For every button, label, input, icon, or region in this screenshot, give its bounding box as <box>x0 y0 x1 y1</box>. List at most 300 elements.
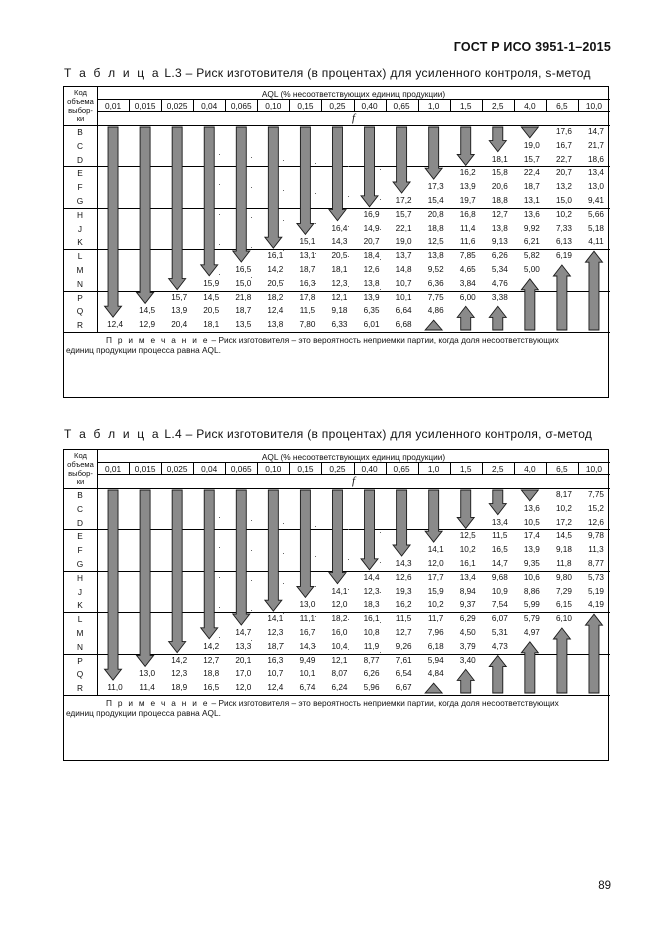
risk-value-cell: 13,0 <box>588 182 604 192</box>
risk-value-cell: 18,7 <box>235 306 252 316</box>
risk-value-cell: 9,92 <box>523 223 540 233</box>
risk-value-cell: 11,3 <box>588 545 604 555</box>
risk-value-cell: 17,6 <box>555 127 572 136</box>
aql-column-header: 0,65 <box>393 464 410 474</box>
sample-size-code-letter: L <box>77 614 83 625</box>
scan-dot <box>348 196 349 197</box>
caption-label: Т а б л и ц а <box>64 427 161 441</box>
sample-size-code-letter: H <box>77 572 83 583</box>
risk-value-cell: 6,26 <box>363 669 380 679</box>
aql-header: AQL (% несоответствующих единиц продукции) <box>261 452 446 462</box>
risk-value-cell: 5,19 <box>588 586 604 596</box>
risk-value-cell: 16,5 <box>203 683 220 693</box>
risk-value-cell: 16,1 <box>267 251 284 261</box>
risk-value-cell: 13,1 <box>299 251 316 261</box>
risk-value-cell: 14,5 <box>203 292 220 302</box>
sample-size-code-letter: N <box>77 278 83 289</box>
risk-value-cell: 18,7 <box>299 265 316 274</box>
risk-value-cell: 6,24 <box>331 683 348 693</box>
risk-value-cell: 15,7 <box>523 154 540 164</box>
risk-value-cell: 9,68 <box>491 572 508 582</box>
scan-dot <box>251 277 252 278</box>
risk-value-cell: 18,8 <box>427 223 444 233</box>
risk-value-cell: 16,2 <box>459 168 476 178</box>
risk-value-cell: 9,49 <box>299 655 316 665</box>
risk-value-cell: 6,33 <box>331 320 348 330</box>
scan-dot <box>380 622 381 623</box>
risk-value-cell: 11,4 <box>139 683 155 693</box>
risk-value-cell: 14,2 <box>171 655 188 665</box>
risk-value-cell: 13,6 <box>523 209 540 219</box>
risk-value-cell: 20,5 <box>331 251 348 261</box>
arrow-down-icon <box>329 127 346 221</box>
scan-dot <box>283 523 284 524</box>
risk-value-cell: 13,9 <box>363 292 380 302</box>
aql-header: AQL (% несоответствующих единиц продукции) <box>261 89 446 99</box>
producer-risk-table-l4 <box>63 449 609 761</box>
risk-value-cell: 13,4 <box>459 572 476 582</box>
risk-value-cell: 13,0 <box>299 600 316 610</box>
scan-dot <box>219 184 220 185</box>
scan-dot <box>380 169 381 170</box>
risk-value-cell: 12,3 <box>267 628 284 637</box>
scan-dot <box>219 274 220 275</box>
table-caption <box>64 66 591 80</box>
risk-value-cell: 14,3 <box>331 237 348 247</box>
arrow-down-icon <box>265 127 282 248</box>
aql-column-header: 4,0 <box>524 101 536 111</box>
risk-value-cell: 8,07 <box>331 669 348 679</box>
arrow-up-icon <box>489 306 506 330</box>
risk-value-cell: 6,36 <box>427 278 444 288</box>
risk-value-cell: 9,13 <box>491 237 508 247</box>
risk-value-cell: 12,7 <box>203 655 220 665</box>
scan-dot <box>348 559 349 560</box>
scan-dot <box>251 187 252 188</box>
risk-value-cell: 5,99 <box>523 600 540 610</box>
risk-value-cell: 22,4 <box>523 168 540 178</box>
risk-value-cell: 12,4 <box>267 683 284 693</box>
risk-value-cell: 17,8 <box>299 292 316 302</box>
risk-value-cell: 6,19 <box>555 251 572 261</box>
risk-value-cell: 4,11 <box>588 237 604 247</box>
f-symbol: f <box>351 112 356 124</box>
risk-value-cell: 20,7 <box>363 237 380 247</box>
scan-dot <box>219 244 220 245</box>
sample-size-code-header: выбор- <box>68 468 93 478</box>
risk-value-cell: 3,40 <box>459 655 476 665</box>
arrow-down-icon <box>201 127 218 276</box>
sample-size-code-letter: K <box>77 237 83 248</box>
scan-dot <box>348 226 349 227</box>
risk-value-cell: 6,68 <box>395 320 412 330</box>
risk-value-cell: 5,18 <box>588 223 604 233</box>
scan-dot <box>219 637 220 638</box>
risk-value-cell: 6,13 <box>555 237 572 247</box>
aql-column-header: 1,0 <box>427 464 440 474</box>
scan-dot <box>283 220 284 221</box>
aql-column-header: 0,65 <box>393 101 410 111</box>
arrow-up-icon <box>553 265 570 330</box>
risk-value-cell: 15,9 <box>427 586 444 596</box>
risk-value-cell: 6,10 <box>555 614 572 624</box>
risk-value-cell: 14,5 <box>555 531 572 541</box>
scan-dot <box>348 589 349 590</box>
arrow-up-icon <box>457 669 474 693</box>
risk-value-cell: 5,34 <box>491 265 508 274</box>
risk-value-cell: 10,5 <box>523 517 540 527</box>
sample-size-code-header: выбор- <box>68 105 93 115</box>
scan-dot <box>251 640 252 641</box>
risk-value-cell: 12,1 <box>331 655 348 665</box>
aql-column-header: 10,0 <box>585 101 603 111</box>
risk-value-cell: 10,7 <box>395 278 412 288</box>
risk-value-cell: 8,77 <box>588 559 604 568</box>
page-number: 89 <box>598 880 611 892</box>
risk-value-cell: 16,7 <box>299 628 316 637</box>
risk-value-cell: 12,3 <box>331 278 348 288</box>
note-text: – Риск изготовителя – это вероятность неприемки партии, когда доля несоответствующих <box>209 698 559 708</box>
sample-size-code-header: Код <box>74 451 87 460</box>
risk-value-cell: 16,1 <box>459 559 476 568</box>
risk-value-cell: 7,75 <box>588 490 604 499</box>
risk-value-cell: 5,82 <box>523 251 540 261</box>
risk-value-cell: 15,7 <box>395 209 412 219</box>
risk-value-cell: 6,74 <box>299 683 316 693</box>
arrow-down-icon <box>329 490 346 584</box>
aql-column-header: 0,01 <box>104 464 122 474</box>
arrow-down-icon <box>169 127 186 290</box>
scan-dot <box>219 154 220 155</box>
risk-value-cell: 7,80 <box>299 320 316 330</box>
risk-value-cell: 16,5 <box>235 265 252 274</box>
caption-label: Т а б л и ц а <box>64 66 161 80</box>
risk-value-cell: 17,2 <box>555 517 572 527</box>
scan-dot <box>251 580 252 581</box>
arrow-down-icon <box>521 490 538 501</box>
risk-value-cell: 11,6 <box>460 237 476 247</box>
sample-size-code-letter: M <box>76 628 84 638</box>
risk-value-cell: 15,2 <box>588 503 604 513</box>
arrow-down-icon <box>265 490 282 611</box>
risk-value-cell: 10,8 <box>363 628 380 637</box>
sample-size-code-letter: F <box>77 182 83 193</box>
aql-column-header: 0,15 <box>297 464 314 474</box>
scan-dot <box>283 553 284 554</box>
risk-value-cell: 20,7 <box>555 168 572 178</box>
scan-dot <box>315 223 316 224</box>
risk-value-cell: 12,7 <box>491 209 508 219</box>
risk-value-cell: 18,8 <box>203 669 220 679</box>
risk-value-cell: 16,9 <box>363 209 380 219</box>
risk-value-cell: 3,38 <box>491 292 508 302</box>
risk-value-cell: 12,6 <box>363 265 380 274</box>
risk-value-cell: 16,5 <box>491 545 508 555</box>
scan-dot <box>251 610 252 611</box>
arrow-up-icon <box>521 642 538 693</box>
risk-value-cell: 20,6 <box>491 182 508 192</box>
scan-dot <box>380 592 381 593</box>
risk-value-cell: 12,3 <box>171 669 188 679</box>
aql-column-header: 0,015 <box>134 101 156 111</box>
risk-value-cell: 22,7 <box>555 154 572 164</box>
risk-value-cell: 12,0 <box>235 683 252 693</box>
risk-value-cell: 9,78 <box>588 531 604 541</box>
arrow-down-icon <box>297 127 314 234</box>
scan-dot <box>315 586 316 587</box>
risk-value-cell: 13,4 <box>491 517 508 527</box>
scan-dot <box>315 556 316 557</box>
scan-dot <box>348 256 349 257</box>
scan-dot <box>283 190 284 191</box>
risk-value-cell: 15,0 <box>235 278 252 288</box>
arrow-up-icon <box>425 683 442 693</box>
arrow-up-icon <box>521 279 538 330</box>
risk-value-cell: 10,2 <box>555 503 572 513</box>
risk-value-cell: 10,4 <box>331 641 348 651</box>
scan-dot <box>283 583 284 584</box>
risk-value-cell: 11,9 <box>363 641 380 651</box>
note-text-continued: единиц продукции процесса равна AQL. <box>66 708 221 718</box>
sample-size-code-letter: C <box>77 503 83 514</box>
caption-text: L.3 – Риск изготовителя (в процентах) для усиленного контроля, s-метод <box>160 66 591 80</box>
risk-value-cell: 20,8 <box>427 209 444 219</box>
risk-value-cell: 13,2 <box>555 182 572 192</box>
risk-value-cell: 11,0 <box>107 683 123 693</box>
scan-dot <box>251 217 252 218</box>
arrow-down-icon <box>233 127 250 262</box>
arrow-layer <box>64 87 610 334</box>
scan-dot <box>283 160 284 161</box>
risk-value-cell: 13,8 <box>267 320 284 330</box>
risk-value-cell: 10,1 <box>395 292 412 302</box>
risk-value-cell: 6,54 <box>395 669 412 679</box>
risk-value-cell: 16,3 <box>267 655 284 665</box>
risk-value-cell: 18,3 <box>363 600 380 610</box>
risk-value-cell: 21,8 <box>235 292 252 302</box>
risk-value-cell: 12,5 <box>427 237 444 247</box>
risk-value-cell: 5,73 <box>588 572 604 582</box>
risk-value-cell: 3,84 <box>459 278 476 288</box>
scan-dot <box>315 646 316 647</box>
risk-value-cell: 9,35 <box>523 559 540 568</box>
risk-value-cell: 12,7 <box>395 628 412 637</box>
sample-size-code-letter: Q <box>76 306 84 317</box>
risk-value-cell: 4,65 <box>459 265 476 274</box>
risk-value-cell: 13,7 <box>395 251 412 261</box>
scan-dot <box>219 214 220 215</box>
risk-value-cell: 14,4 <box>363 572 380 582</box>
sample-size-code-letter: N <box>77 641 83 652</box>
risk-value-cell: 17,3 <box>427 182 444 192</box>
arrow-layer <box>64 450 610 697</box>
arrow-down-icon <box>489 127 506 152</box>
risk-value-cell: 13,3 <box>235 641 252 651</box>
risk-value-cell: 4,50 <box>459 628 476 637</box>
note-label: П р и м е ч а н и е <box>106 335 210 345</box>
sample-size-code-letter: J <box>77 586 83 597</box>
risk-value-cell: 19,7 <box>459 196 476 205</box>
note-text-continued: единиц продукции процесса равна AQL. <box>66 345 221 355</box>
aql-column-header: 4,0 <box>524 464 536 474</box>
risk-value-cell: 13,4 <box>588 168 604 178</box>
risk-value-cell: 18,1 <box>203 320 220 330</box>
risk-value-cell: 14,1 <box>427 545 444 555</box>
risk-value-cell: 17,4 <box>523 531 540 541</box>
risk-value-cell: 9,41 <box>588 196 604 205</box>
risk-value-cell: 6,26 <box>491 251 508 261</box>
risk-value-cell: 5,96 <box>363 683 380 693</box>
risk-value-cell: 12,0 <box>427 559 444 568</box>
risk-value-cell: 16,3 <box>299 278 316 288</box>
scan-dot <box>380 229 381 230</box>
risk-value-cell: 20,4 <box>171 320 188 330</box>
risk-value-cell: 4,73 <box>491 641 508 651</box>
sample-size-code-header: Код <box>74 88 87 97</box>
sample-size-code-letter: D <box>77 154 83 165</box>
risk-value-cell: 12,9 <box>139 320 156 330</box>
aql-column-header: 0,01 <box>104 101 122 111</box>
risk-value-cell: 18,7 <box>523 182 540 192</box>
risk-value-cell: 18,2 <box>331 614 348 624</box>
aql-column-header: 0,40 <box>361 464 378 474</box>
risk-value-cell: 15,8 <box>491 168 508 178</box>
scan-dot <box>251 157 252 158</box>
risk-value-cell: 22,1 <box>395 223 412 233</box>
risk-value-cell: 12,5 <box>459 531 476 541</box>
sample-size-code-letter: E <box>77 168 83 179</box>
risk-value-cell: 4,97 <box>523 628 540 637</box>
risk-value-cell: 15,4 <box>427 196 444 205</box>
sample-size-code-letter: F <box>77 545 83 556</box>
aql-column-header: 0,065 <box>230 464 252 474</box>
risk-value-cell: 14,8 <box>395 265 412 274</box>
risk-value-cell: 14,2 <box>203 641 220 651</box>
scan-dot <box>380 532 381 533</box>
risk-value-cell: 3,79 <box>459 641 476 651</box>
scan-dot <box>315 163 316 164</box>
risk-value-cell: 6,35 <box>363 306 380 316</box>
f-symbol: f <box>351 475 356 487</box>
risk-value-cell: 14,3 <box>395 559 412 568</box>
risk-value-cell: 10,6 <box>523 572 540 582</box>
sample-size-code-letter: D <box>77 517 83 528</box>
risk-value-cell: 10,1 <box>299 669 316 679</box>
aql-column-header: 0,40 <box>361 101 378 111</box>
aql-column-header: 1,5 <box>459 464 472 474</box>
sample-size-code-header: ки <box>76 477 85 487</box>
sample-size-code-letter: B <box>77 127 83 137</box>
risk-value-cell: 7,61 <box>395 655 412 665</box>
standard-header: ГОСТ Р ИСО 3951-1–2015 <box>453 40 611 54</box>
sample-size-code-letter: J <box>77 223 83 234</box>
risk-value-cell: 14,1 <box>267 614 284 624</box>
risk-value-cell: 21,7 <box>588 140 604 150</box>
risk-value-cell: 13,8 <box>427 251 444 261</box>
risk-value-cell: 8,77 <box>363 655 380 665</box>
risk-value-cell: 10,2 <box>427 600 444 610</box>
risk-value-cell: 11,5 <box>395 614 412 624</box>
risk-value-cell: 9,52 <box>427 265 444 274</box>
risk-value-cell: 11,1 <box>299 614 316 624</box>
risk-value-cell: 13,8 <box>491 223 508 233</box>
producer-risk-table-l3 <box>63 86 609 398</box>
risk-value-cell: 12,1 <box>331 292 348 302</box>
scan-dot <box>348 286 349 287</box>
risk-value-cell: 11,7 <box>427 614 444 624</box>
scan-dot <box>380 289 381 290</box>
risk-value-cell: 15,1 <box>299 237 316 247</box>
sample-size-code-header: ки <box>76 114 85 124</box>
arrow-down-icon <box>393 127 410 193</box>
scan-dot <box>380 562 381 563</box>
table-caption <box>64 427 592 441</box>
arrow-down-icon <box>489 490 506 515</box>
risk-value-cell: 13,9 <box>523 545 540 555</box>
arrow-up-icon <box>425 320 442 330</box>
scan-dot <box>315 253 316 254</box>
aql-column-header: 0,15 <box>297 101 314 111</box>
scan-dot <box>315 616 316 617</box>
arrow-down-icon <box>105 490 122 680</box>
aql-column-header: 0,10 <box>265 101 282 111</box>
risk-value-cell: 14,9 <box>363 223 380 233</box>
sample-size-code-letter: H <box>77 209 83 220</box>
risk-value-cell: 9,26 <box>395 641 412 651</box>
aql-column-header: 0,04 <box>201 101 218 111</box>
risk-value-cell: 18,4 <box>363 251 380 261</box>
risk-value-cell: 5,31 <box>491 628 508 637</box>
sample-size-code-letter: B <box>77 490 83 500</box>
aql-column-header: 0,04 <box>201 464 218 474</box>
risk-value-cell: 12,0 <box>331 600 348 610</box>
scan-dot <box>380 259 381 260</box>
arrow-up-icon <box>457 306 474 330</box>
risk-value-cell: 7,85 <box>459 251 476 261</box>
aql-column-header: 0,025 <box>166 101 188 111</box>
risk-value-cell: 16,0 <box>331 628 348 637</box>
scan-dot <box>315 526 316 527</box>
arrow-down-icon <box>137 490 154 666</box>
aql-column-header: 0,25 <box>329 464 346 474</box>
risk-value-cell: 18,6 <box>588 154 604 164</box>
arrow-down-icon <box>457 490 474 528</box>
risk-value-cell: 6,64 <box>395 306 412 316</box>
scan-dot <box>380 652 381 653</box>
scan-dot <box>219 607 220 608</box>
arrow-down-icon <box>297 490 314 597</box>
scan-dot <box>348 619 349 620</box>
note-text: – Риск изготовителя – это вероятность неприемки партии, когда доля несоответствующих <box>209 335 559 345</box>
risk-value-cell: 6,21 <box>523 237 540 247</box>
scan-dot <box>219 547 220 548</box>
risk-value-cell: 4,86 <box>427 306 444 316</box>
sample-size-code-letter: R <box>77 320 83 331</box>
risk-value-cell: 6,01 <box>363 320 380 330</box>
risk-value-cell: 16,4 <box>331 223 348 233</box>
risk-value-cell: 12,4 <box>267 306 284 316</box>
risk-value-cell: 20,5 <box>203 306 220 316</box>
caption-text: L.4 – Риск изготовителя (в процентах) для усиленного контроля, σ-метод <box>160 427 593 441</box>
aql-column-header: 10,0 <box>585 464 603 474</box>
risk-value-cell: 7,54 <box>491 600 508 610</box>
aql-column-header: 0,25 <box>329 101 346 111</box>
risk-value-cell: 6,29 <box>459 614 476 624</box>
risk-value-cell: 12,3 <box>363 586 380 596</box>
risk-value-cell: 20,5 <box>267 278 284 288</box>
scan-dot <box>283 280 284 281</box>
risk-value-cell: 12,4 <box>107 320 123 330</box>
